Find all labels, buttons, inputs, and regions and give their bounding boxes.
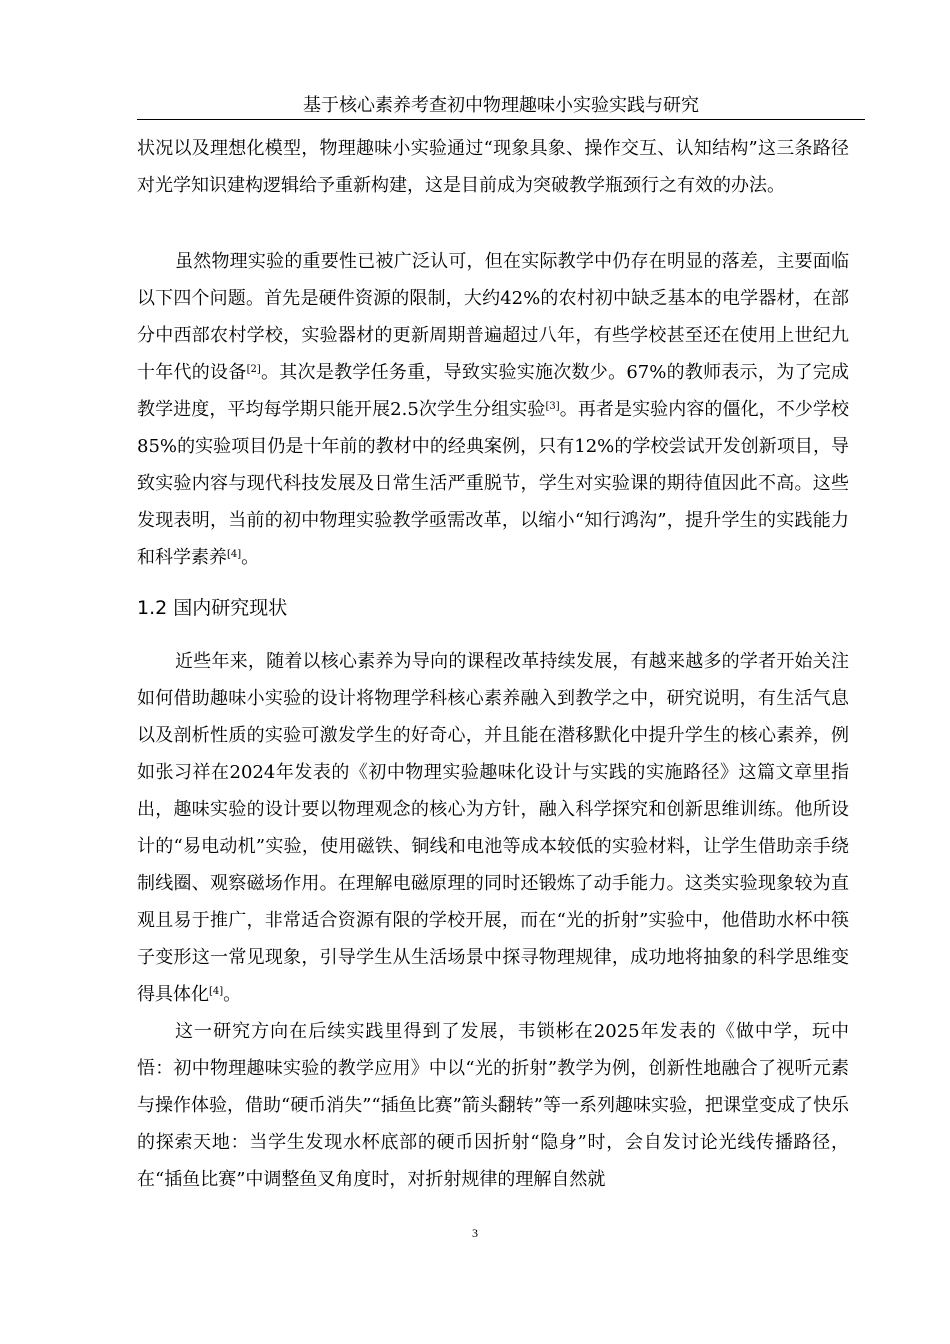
citation-ref: [2]	[246, 364, 261, 375]
citation-ref: [4]	[209, 986, 224, 997]
paragraph-follow-up-research	[137, 1013, 849, 1198]
section-heading: 1.2 国内研究现状	[137, 597, 288, 619]
text-span: 。再者是实验内容的僵化，不少学校85%的实验项目仍是十年前的教材中的经典案例，只有12%的学校尝试开发创新项目，导致实验内容与现代科技发展及日常生活严重脱节，学生对实验课的期待值因此不高。这些发现表明，当前的初中物理实验教学亟需改革，以缩小“知行鸿沟”，提升学生的实践能力和科学素养	[137, 399, 850, 568]
paragraph-text	[137, 643, 849, 1013]
text-span: 。其次是教学任务重，导致实验实施次数少。67%的教师表示，为了完成教学进度，平均每学期只能开展2.5次学生分组实验	[137, 362, 849, 420]
paragraph-text	[137, 243, 849, 576]
page-number: 3	[472, 1226, 478, 1240]
paragraph-text: 这一研究方向在后续实践里得到了发展，韦锁彬在2025年发表的《做中学，玩中悟：初中物理趣味实验的教学应用》中以“光的折射”教学为例，创新性地融合了视听元素与操作体验，借助“硬币消失”“插鱼比赛”箭头翻转”等一系列趣味实验，把课堂变成了快乐的探索天地：当学生发现水杯底部的硬币因折射“隐身”时，会自发讨论光线传播路径，在“插鱼比赛”中调整鱼叉角度时，对折射规律的理解自然就	[137, 1021, 850, 1190]
text-span: 。	[241, 547, 260, 568]
running-header: 基于核心素养考查初中物理趣味小实验实践与研究	[137, 95, 865, 120]
paragraph-hardware-problems	[137, 243, 849, 576]
citation-ref: [3]	[545, 401, 560, 412]
paragraph-text: 状况以及理想化模型，物理趣味小实验通过“现象具象、操作交互、认知结构”这三条路径对光学知识建构逻辑给予重新构建，这是目前成为突破教学瓶颈行之有效的办法。	[137, 138, 849, 196]
text-span: 近些年来，随着以核心素养为导向的课程改革持续发展，有越来越多的学者开始关注如何借助趣味小实验的设计将物理学科核心素养融入到教学之中，研究说明，有生活气息以及剖析性质的实验可激发学生的好奇心，并且能在潜移默化中提升学生的核心素养，例如张习祥在2024年发表的《初中物理实验趣味化设计与实践的实施路径》这篇文章里指出，趣味实验的设计要以物理观念的核心为方针，融入科学探究和创新思维训练。他所设计的“易电动机”实验，使用磁铁、铜线和电池等成本较低的实验材料，让学生借助亲手绕制线圈、观察磁场作用。在理解电磁原理的同时还锻炼了动手能力。这类实验现象较为直观且易于推广，非常适合资源有限的学校开展，而在“光的折射”实验中，他借助水杯中筷子变形这一常见现象，引导学生从生活场景中探寻物理规律，成功地将抽象的科学思维变得具体化	[137, 651, 849, 1005]
paragraph-research-review	[137, 643, 849, 1013]
paragraph-continuation	[137, 130, 849, 204]
text-span: 虽然物理实验的重要性已被广泛认可，但在实际教学中仍存在明显的落差，主要面临以下四个问题。首先是硬件资源的限制，大约42%的农村初中缺乏基本的电学器材，在部分中西部农村学校，实验器材的更新周期普遍超过八年，有些学校甚至还在使用上世纪九十年代的设备	[137, 251, 849, 383]
citation-ref: [4]	[227, 549, 242, 560]
text-span: 。	[223, 984, 242, 1005]
